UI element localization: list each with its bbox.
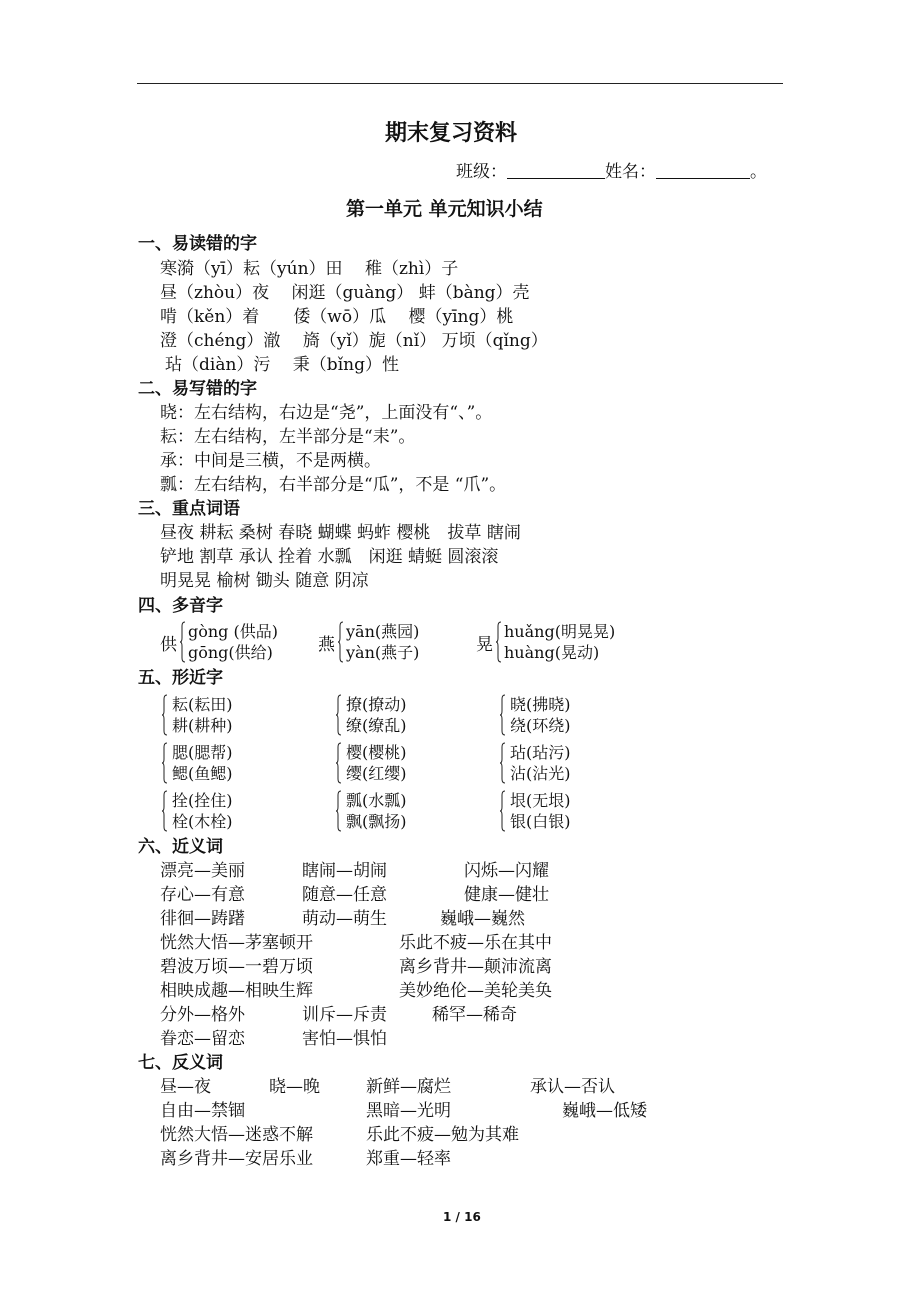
- polyphone-reading: yān(燕园): [346, 622, 420, 641]
- synonym-pair: 瞎闹—胡闹: [302, 861, 387, 881]
- brace-icon: [162, 694, 168, 736]
- similar-char: 鳃(鱼鳃): [172, 764, 233, 783]
- section-line: 玷（diàn）污 秉（bǐng）性: [165, 355, 399, 375]
- antonym-pair: 承认—否认: [530, 1077, 615, 1097]
- similar-char: 缭(缭乱): [346, 716, 407, 735]
- polyphone-char: 燕: [318, 635, 335, 655]
- antonym-pair: 巍峨—低矮: [562, 1101, 647, 1121]
- polyphone-reading: gōng(供给): [188, 643, 273, 662]
- brace-icon: [162, 742, 168, 784]
- synonym-pair: 随意—任意: [302, 885, 387, 905]
- class-blank[interactable]: [507, 160, 605, 179]
- synonym-pair: 稀罕—稀奇: [432, 1005, 517, 1025]
- section-line: 昼（zhòu）夜 闲逛（guàng） 蚌（bàng）壳: [160, 283, 530, 303]
- class-label: 班级：: [456, 162, 507, 182]
- name-label: 姓名：: [605, 162, 656, 182]
- synonym-pair: 徘徊—踌躇: [160, 909, 245, 929]
- similar-char: 飘(飘扬): [346, 812, 407, 831]
- section-line: 承：中间是三横，不是两横。: [160, 451, 381, 471]
- brace-icon: [180, 621, 186, 663]
- synonym-pair: 萌动—萌生: [302, 909, 387, 929]
- polyphone-reading: huàng(晃动): [504, 643, 600, 662]
- brace-icon: [500, 790, 506, 832]
- antonym-pair: 黑暗—光明: [366, 1101, 451, 1121]
- synonym-pair: 害怕—惧怕: [302, 1029, 387, 1049]
- synonym-pair: 离乡背井—颠沛流离: [399, 957, 552, 977]
- section-line: 晓：左右结构，右边是“尧”，上面没有“、”。: [160, 403, 493, 423]
- similar-char: 玷(玷污): [510, 743, 571, 762]
- synonym-pair: 闪烁—闪耀: [464, 861, 549, 881]
- section-line: 寒漪（yī）耘（yún）田 稚（zhì）子: [160, 259, 459, 279]
- synonym-pair: 相映成趣—相映生辉: [160, 981, 313, 1001]
- similar-char: 耘(耘田): [172, 695, 233, 714]
- synonym-pair: 漂亮—美丽: [160, 861, 245, 881]
- antonym-pair: 晓—晚: [269, 1077, 320, 1097]
- synonym-pair: 存心—有意: [160, 885, 245, 905]
- similar-char: 撩(撩动): [346, 695, 407, 714]
- brace-icon: [162, 790, 168, 832]
- similar-char: 瓢(水瓢): [346, 791, 407, 810]
- similar-char: 晓(拂晓): [510, 695, 571, 714]
- antonym-pair: 恍然大悟—迷惑不解: [160, 1125, 313, 1145]
- section-heading: 四、多音字: [138, 596, 223, 616]
- section-line: 明晃晃 榆树 锄头 随意 阴凉: [160, 571, 369, 591]
- section-line: 瓢：左右结构，右半部分是“瓜”，不是 “爪”。: [160, 475, 507, 495]
- antonym-pair: 新鲜—腐烂: [366, 1077, 451, 1097]
- section-heading: 五、形近字: [138, 668, 223, 688]
- synonym-pair: 眷恋—留恋: [160, 1029, 245, 1049]
- similar-char: 垠(无垠): [510, 791, 571, 810]
- page-number: 1 / 16: [443, 1210, 481, 1224]
- brace-icon: [336, 694, 342, 736]
- unit-title: 第一单元 单元知识小结: [346, 198, 543, 220]
- brace-icon: [500, 694, 506, 736]
- name-blank[interactable]: [656, 160, 750, 179]
- synonym-pair: 巍峨—巍然: [440, 909, 525, 929]
- section-line: 耘：左右结构，左半部分是“耒”。: [160, 427, 416, 447]
- class-name-line: [456, 160, 767, 184]
- polyphone-char: 晃: [476, 635, 493, 655]
- similar-char: 沾(沾光): [510, 764, 571, 783]
- brace-icon: [336, 742, 342, 784]
- polyphone-char: 供: [160, 635, 177, 655]
- similar-char: 拴(拴住): [172, 791, 233, 810]
- similar-char: 缨(红缨): [346, 764, 407, 783]
- brace-icon: [336, 790, 342, 832]
- section-heading: 一、易读错的字: [138, 234, 257, 254]
- similar-char: 绕(环绕): [510, 716, 571, 735]
- synonym-pair: 训斥—斥责: [302, 1005, 387, 1025]
- polyphone-reading: yàn(燕子): [346, 643, 420, 662]
- section-heading: 七、反义词: [138, 1053, 223, 1073]
- section-line: 啃（kěn）着 倭（wō）瓜 樱（yīng）桃: [160, 307, 514, 327]
- polyphone-reading: gòng (供品): [188, 622, 278, 641]
- section-heading: 六、近义词: [138, 837, 223, 857]
- antonym-pair: 自由—禁锢: [160, 1101, 245, 1121]
- similar-char: 腮(腮帮): [172, 743, 233, 762]
- synonym-pair: 恍然大悟—茅塞顿开: [160, 933, 313, 953]
- end-mark: 。: [750, 162, 767, 182]
- similar-char: 银(白银): [510, 812, 571, 831]
- brace-icon: [500, 742, 506, 784]
- synonym-pair: 美妙绝伦—美轮美奂: [399, 981, 552, 1001]
- synonym-pair: 乐此不疲—乐在其中: [399, 933, 552, 953]
- antonym-pair: 郑重—轻率: [366, 1149, 451, 1169]
- antonym-pair: 昼—夜: [160, 1077, 211, 1097]
- similar-char: 樱(樱桃): [346, 743, 407, 762]
- section-heading: 三、重点词语: [138, 499, 240, 519]
- similar-char: 耕(耕种): [172, 716, 233, 735]
- synonym-pair: 分外—格外: [160, 1005, 245, 1025]
- section-heading: 二、易写错的字: [138, 379, 257, 399]
- polyphone-reading: huǎng(明晃晃): [504, 622, 616, 641]
- header-rule: [137, 83, 783, 84]
- synonym-pair: 健康—健壮: [464, 885, 549, 905]
- antonym-pair: 乐此不疲—勉为其难: [366, 1125, 519, 1145]
- section-line: 澄（chéng）澈 旖（yǐ）旎（nǐ） 万顷（qǐng）: [160, 331, 548, 351]
- antonym-pair: 离乡背井—安居乐业: [160, 1149, 313, 1169]
- section-line: 昼夜 耕耘 桑树 春晓 蝴蝶 蚂蚱 樱桃 拔草 瞎闹: [160, 523, 521, 543]
- section-line: 铲地 割草 承认 拴着 水瓢 闲逛 蜻蜓 圆滚滚: [160, 547, 499, 567]
- synonym-pair: 碧波万顷—一碧万顷: [160, 957, 313, 977]
- brace-icon: [496, 621, 502, 663]
- similar-char: 栓(木栓): [172, 812, 233, 831]
- page-title: 期末复习资料: [385, 121, 518, 146]
- brace-icon: [338, 621, 344, 663]
